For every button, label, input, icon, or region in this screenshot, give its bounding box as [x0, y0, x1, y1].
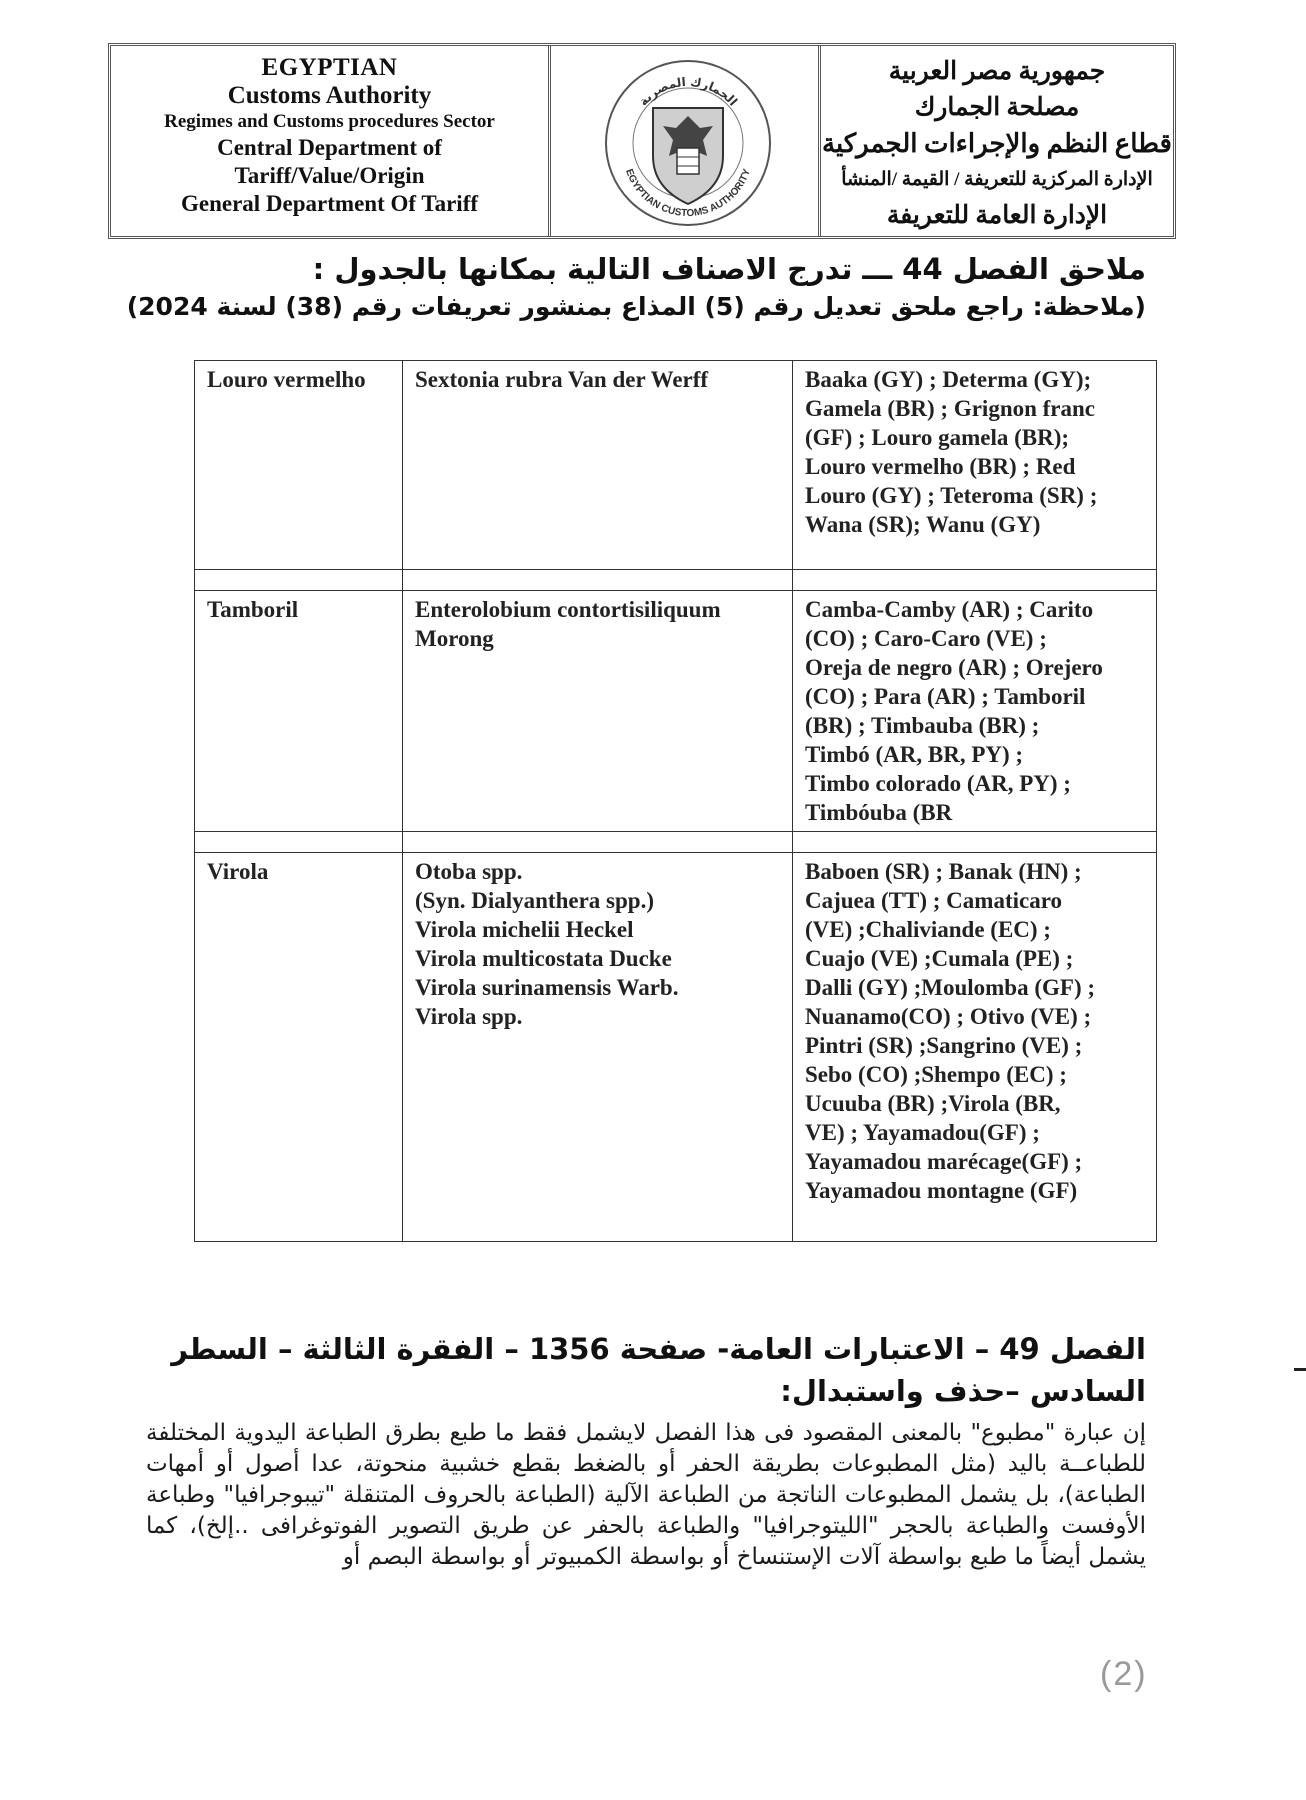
page-number: (2) [1100, 1655, 1148, 1693]
letterhead-seal-cell [551, 46, 821, 236]
species-cell: Otoba spp. (Syn. Dialyanthera spp.) Virola michelii Heckel Virola multicostata Ducke Virola surinamensis Warb. Virola spp. [403, 853, 793, 1242]
trade-name-cell: Virola [195, 853, 403, 1242]
republic-name: جمهورية مصر العربية [888, 58, 1106, 85]
spacer-row [195, 570, 1157, 591]
seal-arabic-text: الجمارك المصرية [636, 74, 741, 109]
local-names-cell: Baaka (GY) ; Determa (GY); Gamela (BR) ; Grignon franc (GF) ; Louro gamela (BR); Louro vermelho (BR) ; Red Louro (GY) ; Teteroma (SR) ; Wana (SR); Wanu (GY) [793, 361, 1157, 570]
seal-english-text: EGYPTIAN CUSTOMS AUTHORITY [623, 167, 753, 220]
scan-edge-mark [1294, 1368, 1306, 1371]
species-cell: Enterolobium contortisiliquum Morong [403, 591, 793, 832]
spacer-row [195, 832, 1157, 853]
local-names-cell: Camba-Camby (AR) ; Carito (CO) ; Caro-Caro (VE) ; Oreja de negro (AR) ; Orejero (CO) ; Para (AR) ; Tamboril (BR) ; Timbauba (BR) ; Timbó (AR, BR, PY) ; Timbo colorado (AR, PY) ; Timbóuba (BR [793, 591, 1157, 832]
authority-name-ar: مصلحة الجمارك [914, 94, 1080, 121]
trade-name-cell: Louro vermelho [195, 361, 403, 570]
chapter49-paragraph: إن عبارة "مطبوع" بالمعنى المقصود فى هذا الفصل لايشمل فقط ما طبع بطرق الطباعة اليدوية المختلفة للطباعــة باليد (مثل المطبوعات بطريقة الحفر أو بالضغط بقطع خشبية منحوتة، عدا أصول أو أمهات الطباعة)، بل يشمل المطبوعات الناتجة من الطباعة الآلية (الطباعة بالحروف المتنقلة "تيبوجرافيا" وطباعة الأوفست والطباعة بالحجر "الليتوجرافيا" والطباعة بالحفر عن طريق التصوير الفوتوغرافى ..إلخ)، كما يشمل أيضاً ما طبع بواسطة آلات الإستنساخ أو بواسطة الكمبيوتر أو بواسطة البصم أو [146, 1420, 1146, 1570]
chapter44-heading: ملاحق الفصل 44 ـــ تدرج الاصناف التالية بمكانها بالجدول : [312, 252, 1146, 286]
chapter44-note: (ملاحظة: راجع ملحق تعديل رقم (5) المذاع بمنشور تعريفات رقم (38) لسنة 2024) [126, 292, 1146, 321]
svg-text:الجمارك المصرية [636, 75, 740, 109]
wood-species-table [194, 360, 1157, 1242]
general-department-ar: الإدارة العامة للتعريفة [886, 202, 1108, 229]
local-names-cell: Baboen (SR) ; Banak (HN) ; Cajuea (TT) ; Camaticaro (VE) ;Chaliviande (EC) ; Cuajo (VE) ;Cumala (PE) ; Dalli (GY) ;Moulomba (GF) ; Nuanamo(CO) ; Otivo (VE) ; Pintri (SR) ;Sangrino (VE) ; Sebo (CO) ;Shempo (EC) ; Ucuuba (BR) ;Virola (BR, VE) ; Yayamadou(GF) ; Yayamadou marécage(GF) ; Yayamadou montagne (GF) [793, 853, 1157, 1242]
trade-name-cell: Tamboril [195, 591, 403, 832]
letterhead-english [111, 46, 551, 236]
species-cell: Sextonia rubra Van der Werff [403, 361, 793, 570]
org-name-line2: Customs Authority [227, 82, 432, 109]
chapter49-heading: الفصل 49 – الاعتبارات العامة- صفحة 1356 – الفقرة الثالثة – السطر السادس –حذف واستبدال: [171, 1332, 1146, 1408]
sector-name-ar: قطاع النظم والإجراءات الجمركية [822, 129, 1172, 158]
table-row [195, 853, 1157, 1242]
letterhead [108, 43, 1176, 239]
central-department-ar: الإدارة المركزية للتعريفة / القيمة /المنشأ [841, 169, 1153, 190]
customs-seal-icon [601, 56, 775, 230]
table-row [195, 361, 1157, 570]
department-line1: Central Department of [217, 135, 442, 160]
org-name-line1: EGYPTIAN [261, 54, 398, 81]
letterhead-arabic [821, 46, 1173, 236]
sector-name: Regimes and Customs procedures Sector [164, 111, 495, 132]
general-department: General Department Of Tariff [180, 191, 479, 216]
department-line2: Tariff/Value/Origin [234, 163, 425, 188]
table-row [195, 591, 1157, 832]
